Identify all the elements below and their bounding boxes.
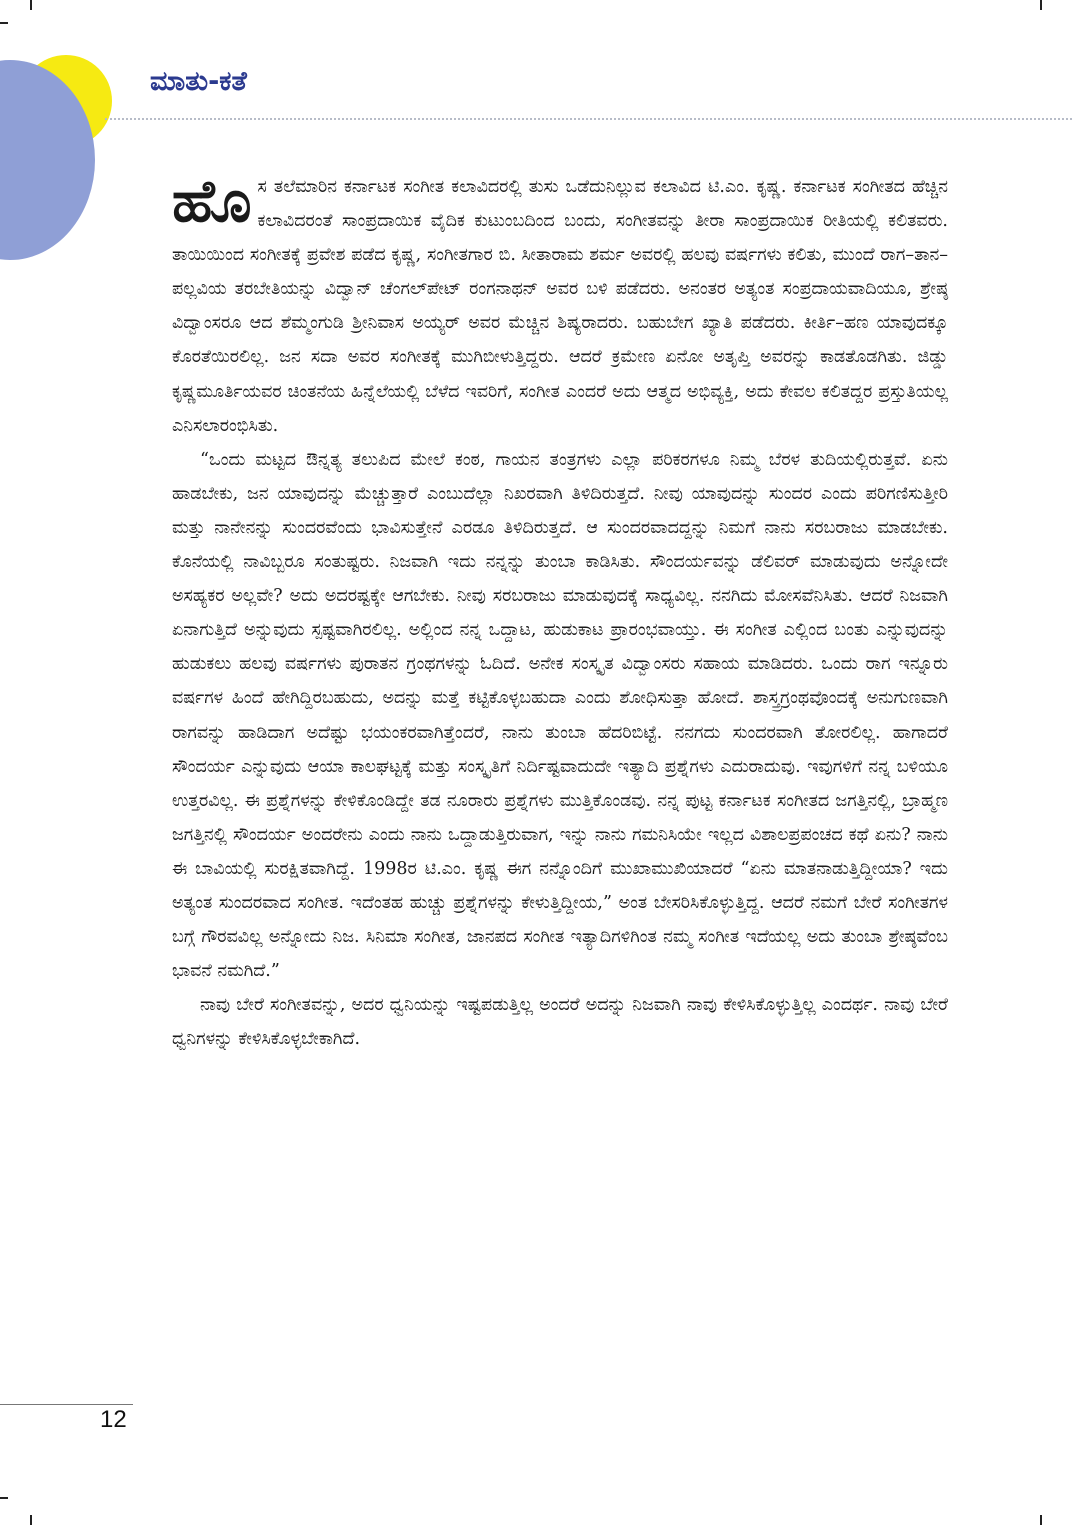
article-paragraph-1 [172,167,948,443]
article-body [172,167,948,1056]
article-paragraph-2: “ಒಂದು ಮಟ್ಟದ ಔನ್ನತ್ಯ ತಲುಪಿದ ಮೇಲೆ ಕಂಠ, ಗಾಯನ ತಂತ್ರಗಳು ಎಲ್ಲಾ ಪರಿಕರಗಳೂ ನಿಮ್ಮ ಬೆರಳ ತುದಿಯಲ್ಲಿರುತ್ತವೆ. ಏನು ಹಾಡಬೇಕು, ಜನ ಯಾವುದನ್ನು ಮೆಚ್ಚುತ್ತಾರೆ ಎಂಬುದೆಲ್ಲಾ ನಿಖರವಾಗಿ ತಿಳಿದಿರುತ್ತದೆ. ನೀವು ಯಾವುದನ್ನು ಸುಂದರ ಎಂದು ಪರಿಗಣಿಸುತ್ತೀರಿ ಮತ್ತು ನಾನೇನನ್ನು ಸುಂದರವೆಂದು ಭಾವಿಸುತ್ತೇನೆ ಎರಡೂ ತಿಳಿದಿರುತ್ತದೆ. ಆ ಸುಂದರವಾದದ್ದನ್ನು ನಿಮಗೆ ನಾನು ಸರಬರಾಜು ಮಾಡಬೇಕು. ಕೊನೆಯಲ್ಲಿ ನಾವಿಬ್ಬರೂ ಸಂತುಷ್ಟರು. ನಿಜವಾಗಿ ಇದು ನನ್ನನ್ನು ತುಂಬಾ ಕಾಡಿಸಿತು. ಸೌಂದರ್ಯವನ್ನು ಡೆಲಿವರ್ ಮಾಡುವುದು ಅನ್ನೋದೇ ಅಸಹ್ಯಕರ ಅಲ್ಲವೇ? ಅದು ಅದರಷ್ಟಕ್ಕೇ ಆಗಬೇಕು. ನೀವು ಸರಬರಾಜು ಮಾಡುವುದಕ್ಕೆ ಸಾಧ್ಯವಿಲ್ಲ. ನನಗಿದು ಮೋಸವೆನಿಸಿತು. ಆದರೆ ನಿಜವಾಗಿ ಏನಾಗುತ್ತಿದೆ ಅನ್ನುವುದು ಸ್ಪಷ್ಟವಾಗಿರಲಿಲ್ಲ. ಅಲ್ಲಿಂದ ನನ್ನ ಒದ್ದಾಟ, ಹುಡುಕಾಟ ಪ್ರಾರಂಭವಾಯ್ತು. ಈ ಸಂಗೀತ ಎಲ್ಲಿಂದ ಬಂತು ಎನ್ನುವುದನ್ನು ಹುಡುಕಲು ಹಲವು ವರ್ಷಗಳು ಪುರಾತನ ಗ್ರಂಥಗಳನ್ನು ಓದಿದೆ. ಅನೇಕ ಸಂಸ್ಕೃತ ವಿದ್ವಾಂಸರು ಸಹಾಯ ಮಾಡಿದರು. ಒಂದು ರಾಗ ಇನ್ನೂರು ವರ್ಷಗಳ ಹಿಂದೆ ಹೇಗಿದ್ದಿರಬಹುದು, ಅದನ್ನು ಮತ್ತೆ ಕಟ್ಟಿಕೊಳ್ಳಬಹುದಾ ಎಂದು ಶೋಧಿಸುತ್ತಾ ಹೋದೆ. ಶಾಸ್ತ್ರಗ್ರಂಥವೊಂದಕ್ಕೆ ಅನುಗುಣವಾಗಿ ರಾಗವನ್ನು ಹಾಡಿದಾಗ ಅದೆಷ್ಟು ಭಯಂಕರವಾಗಿತ್ತೆಂದರೆ, ನಾನು ತುಂಬಾ ಹೆದರಿಬಿಟ್ಟೆ. ನನಗದು ಸುಂದರವಾಗಿ ತೋರಲಿಲ್ಲ. ಹಾಗಾದರೆ ಸೌಂದರ್ಯ ಎನ್ನುವುದು ಆಯಾ ಕಾಲಘಟ್ಟಕ್ಕೆ ಮತ್ತು ಸಂಸ್ಕೃತಿಗೆ ನಿರ್ದಿಷ್ಟವಾದುದೇ ಇತ್ಯಾದಿ ಪ್ರಶ್ನೆಗಳು ಎದುರಾದುವು. ಇವುಗಳಿಗೆ ನನ್ನ ಬಳಿಯೂ ಉತ್ತರವಿಲ್ಲ. ಈ ಪ್ರಶ್ನೆಗಳನ್ನು ಕೇಳಿಕೊಂಡಿದ್ದೇ ತಡ ನೂರಾರು ಪ್ರಶ್ನೆಗಳು ಮುತ್ತಿಕೊಂಡವು. ನನ್ನ ಪುಟ್ಟ ಕರ್ನಾಟಕ ಸಂಗೀತದ ಜಗತ್ತಿನಲ್ಲಿ, ಬ್ರಾಹ್ಮಣ ಜಗತ್ತಿನಲ್ಲಿ ಸೌಂದರ್ಯ ಅಂದರೇನು ಎಂದು ನಾನು ಒದ್ದಾಡುತ್ತಿರುವಾಗ, ಇನ್ನು ನಾನು ಗಮನಿಸಿಯೇ ಇಲ್ಲದ ವಿಶಾಲಪ್ರಪಂಚದ ಕಥೆ ಏನು? ನಾನು ಈ ಬಾವಿಯಲ್ಲಿ ಸುರಕ್ಷಿತವಾಗಿದ್ದೆ. 1998ರ ಟಿ.ಎಂ. ಕೃಷ್ಣ ಈಗ ನನ್ನೊಂದಿಗೆ ಮುಖಾಮುಖಿಯಾದರೆ “ಏನು ಮಾತನಾಡುತ್ತಿದ್ದೀಯಾ? ಇದು ಅತ್ಯಂತ ಸುಂದರವಾದ ಸಂಗೀತ. ಇದೆಂತಹ ಹುಚ್ಚು ಪ್ರಶ್ನೆಗಳನ್ನು ಕೇಳುತ್ತಿದ್ದೀಯ,” ಅಂತ ಬೇಸರಿಸಿಕೊಳ್ಳುತ್ತಿದ್ದ. ಆದರೆ ನಮಗೆ ಬೇರೆ ಸಂಗೀತಗಳ ಬಗ್ಗೆ ಗೌರವವಿಲ್ಲ ಅನ್ನೋದು ನಿಜ. ಸಿನಿಮಾ ಸಂಗೀತ, ಜಾನಪದ ಸಂಗೀತ ಇತ್ಯಾದಿಗಳಿಗಿಂತ ನಮ್ಮ ಸಂಗೀತ ಇದೆಯಲ್ಲ ಅದು ತುಂಬಾ ಶ್ರೇಷ್ಠವೆಂಬ ಭಾವನೆ ನಮಗಿದೆ.” [172,449,948,982]
paragraph-text: ಸ ತಲೆಮಾರಿನ ಕರ್ನಾಟಕ ಸಂಗೀತ ಕಲಾವಿದರಲ್ಲಿ ತುಸು ಒಡೆದುನಿಲ್ಲುವ ಕಲಾವಿದ ಟಿ.ಎಂ. ಕೃಷ್ಣ. ಕರ್ನಾಟಕ ಸಂಗೀತದ ಹೆಚ್ಚಿನ ಕಲಾವಿದರಂತೆ ಸಾಂಪ್ರದಾಯಿಕ ವೈದಿಕ ಕುಟುಂಬದಿಂದ ಬಂದು, ಸಂಗೀತವನ್ನು ತೀರಾ ಸಾಂಪ್ರದಾಯಿಕ ರೀತಿಯಲ್ಲಿ ಕಲಿತವರು. ತಾಯಿಯಿಂದ ಸಂಗೀತಕ್ಕೆ ಪ್ರವೇಶ ಪಡೆದ ಕೃಷ್ಣ, ಸಂಗೀತಗಾರ ಬಿ. ಸೀತಾರಾಮ ಶರ್ಮ ಅವರಲ್ಲಿ ಹಲವು ವರ್ಷಗಳು ಕಲಿತು, ಮುಂದೆ ರಾಗ–ತಾನ–ಪಲ್ಲವಿಯ ತರಬೇತಿಯನ್ನು ವಿದ್ವಾನ್ ಚೆಂಗಲ್‌ಪೇಟ್ ರಂಗನಾಥನ್ ಅವರ ಬಳಿ ಪಡೆದರು. ಅನಂತರ ಅತ್ಯಂತ ಸಂಪ್ರದಾಯವಾದಿಯೂ, ಶ್ರೇಷ್ಠ ವಿದ್ವಾಂಸರೂ ಆದ ಶೆಮ್ಮಂಗುಡಿ ಶ್ರೀನಿವಾಸ ಅಯ್ಯರ್ ಅವರ ಮೆಚ್ಚಿನ ಶಿಷ್ಯರಾದರು. ಬಹುಬೇಗ ಖ್ಯಾತಿ ಪಡೆದರು. ಕೀರ್ತಿ–ಹಣ ಯಾವುದಕ್ಕೂ ಕೊರತೆಯಿರಲಿಲ್ಲ. ಜನ ಸದಾ ಅವರ ಸಂಗೀತಕ್ಕೆ ಮುಗಿಬೀಳುತ್ತಿದ್ದರು. ಆದರೆ ಕ್ರಮೇಣ ಏನೋ ಅತೃಪ್ತಿ ಅವರನ್ನು ಕಾಡತೊಡಗಿತು. ಜಿಡ್ಡು ಕೃಷ್ಣಮೂರ್ತಿಯವರ ಚಿಂತನೆಯ ಹಿನ್ನೆಲೆಯಲ್ಲಿ ಬೆಳೆದ ಇವರಿಗೆ, ಸಂಗೀತ ಎಂದರೆ ಅದು ಆತ್ಮದ ಅಭಿವ್ಯಕ್ತಿ, ಅದು ಕೇವಲ ಕಲಿತದ್ದರ ಪ್ರಸ್ತುತಿಯಲ್ಲ ಎನಿಸಲಾರಂಭಿಸಿತು. [172,177,948,436]
crop-mark-top-right [1040,0,1042,10]
page-number: 12 [100,1406,127,1433]
crop-mark-bottom-left [30,1515,32,1525]
crop-mark-bottom-right [1040,1515,1042,1525]
crop-mark-bottom-left-side [0,1497,8,1499]
crop-mark-top-left [30,0,32,10]
crop-mark-top-left-side [0,22,8,24]
drop-cap: ಹೊ [172,167,252,235]
header-dotted-divider [105,118,1072,120]
article-paragraph-3: ನಾವು ಬೇರೆ ಸಂಗೀತವನ್ನು, ಅದರ ಧ್ವನಿಯನ್ನು ಇಷ್ಟಪಡುತ್ತಿಲ್ಲ ಅಂದರೆ ಅದನ್ನು ನಿಜವಾಗಿ ನಾವು ಕೇಳಿಸಿಕೊಳ್ಳುತ್ತಿಲ್ಲ ಎಂದರ್ಥ. ನಾವು ಬೇರೆ ಧ್ವನಿಗಳನ್ನು ಕೇಳಿಸಿಕೊಳ್ಳಬೇಕಾಗಿದೆ. [172,995,948,1050]
footer-divider [0,1404,133,1405]
section-title: ಮಾತು-ಕತೆ [150,66,247,97]
